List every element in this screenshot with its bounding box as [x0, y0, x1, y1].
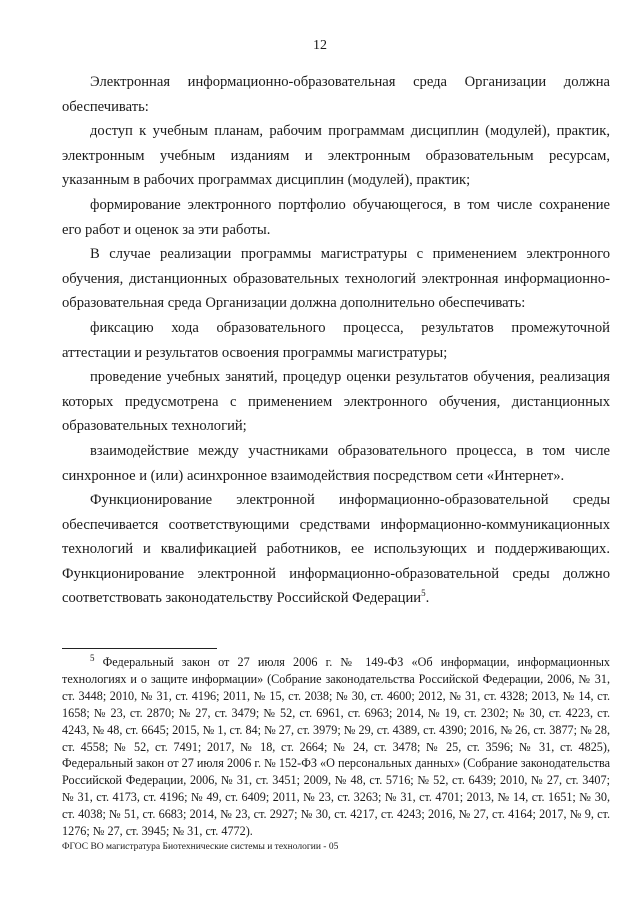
paragraph: взаимодействие между участниками образовательного процесса, в том числе синхронное и (или) асинхронное взаимодействия посредством сети «Интернет». — [62, 442, 610, 484]
paragraph: проведение учебных занятий, процедур оценки результатов обучения, реализация которых предусмотрена с применением электронного обучения, дистанционных образовательных технологий; — [62, 369, 610, 435]
paragraph-text: Функционирование электронной информационно-образовательной среды обеспечивается соответствующими средствами информационно-коммуникационных технологий и квалификацией работников, ее использующих и поддерживающих. Функционирование электронной информационно-образовательной среды должно соответствовать законодательству Российской Федерации — [62, 492, 610, 607]
paragraph: Электронная информационно-образовательная среда Организации должна обеспечивать: — [62, 74, 610, 115]
paragraph: В случае реализации программы магистратуры с применением электронного обучения, дистанционных образовательных технологий электронная информационно-образовательная среда Организации должна дополнительно обеспечивать: — [62, 246, 610, 312]
footnote-text: Федеральный закон от 27 июля 2006 г. № 149-ФЗ «Об информации, информационных технологиях и о защите информации» (Собрание законодательства Российской Федерации, 2006, № 31, ст. 3448; 2010, № 31, ст. 4196; 2011, № 15, ст. 2038; № 30, ст. 4600; 2012, № 31, ст. 4328; 2013, № 14, ст. 1658; № 23, ст. 2870; № 27, ст. 3479; № 52, ст. 6961, ст. 6963; 2014, № 19, ст. 2302; № 30, ст. 4223, ст. 4243, № 48, ст. 6645; 2015, № 1, ст. 84; № 27, ст. 3979; № 29, ст. 4389, ст. 4390; 2016, № 26, ст. 3877; № 28, ст. 4558; № 52, ст. 7491; 2017, № 18, ст. 2664; № 24, ст. 3478; № 25, ст. 3596; № 31, ст. 4825), Федеральный закон от 27 июля 2006 г. № 152-ФЗ «О персональных данных» (Собрание законодательства Российской Федерации, 2006, № 31, ст. 3451; 2009, № 48, ст. 5716; № 52, ст. 6439; 2010, № 27, ст. 3407; № 31, ст. 4173, ст. 4196; № 49, ст. 6409; 2011, № 23, ст. 3263; № 31, ст. 4701; 2013, № 14, ст. 1651; № 30, ст. 4038; № 51, ст. 6683; 2014, № 23, ст. 2927; № 30, ст. 4217, ст. 4243; 2016, № 27, ст. 4164; 2017, № 9, ст. 1276; № 27, ст. 3945; № 31, ст. 4772). — [62, 655, 610, 839]
body-text — [62, 70, 610, 611]
footnote-separator — [62, 648, 217, 649]
paragraph: доступ к учебным планам, рабочим программам дисциплин (модулей), практик, электронным учебным изданиям и электронным образовательным ресурсам, указанным в рабочих программах дисциплин (модулей), практик; — [62, 123, 610, 189]
footnote-marker: 5 — [90, 652, 95, 663]
page-footer: ФГОС ВО магистратура Биотехнические системы и технологии - 05 — [62, 842, 339, 852]
paragraph: фиксацию хода образовательного процесса, результатов промежуточной аттестации и результатов освоения программы магистратуры; — [62, 319, 610, 361]
paragraph-with-footnote-ref: Функционирование электронной информационно-образовательной среды обеспечивается соответствующими средствами информационно-коммуникационных технологий и квалификацией работников, ее использующих и поддерживающих. Функционирование электронной информационно-образовательной среды должно соответствовать законодательству Российской Федерации$^5$. — [62, 492, 610, 607]
page-number: 12 — [313, 38, 327, 53]
paragraph: формирование электронного портфолио обучающегося, в том числе сохранение его работ и оценок за эти работы. — [62, 196, 610, 238]
footnote — [62, 654, 610, 840]
footnote-reference: 5 — [421, 588, 426, 599]
